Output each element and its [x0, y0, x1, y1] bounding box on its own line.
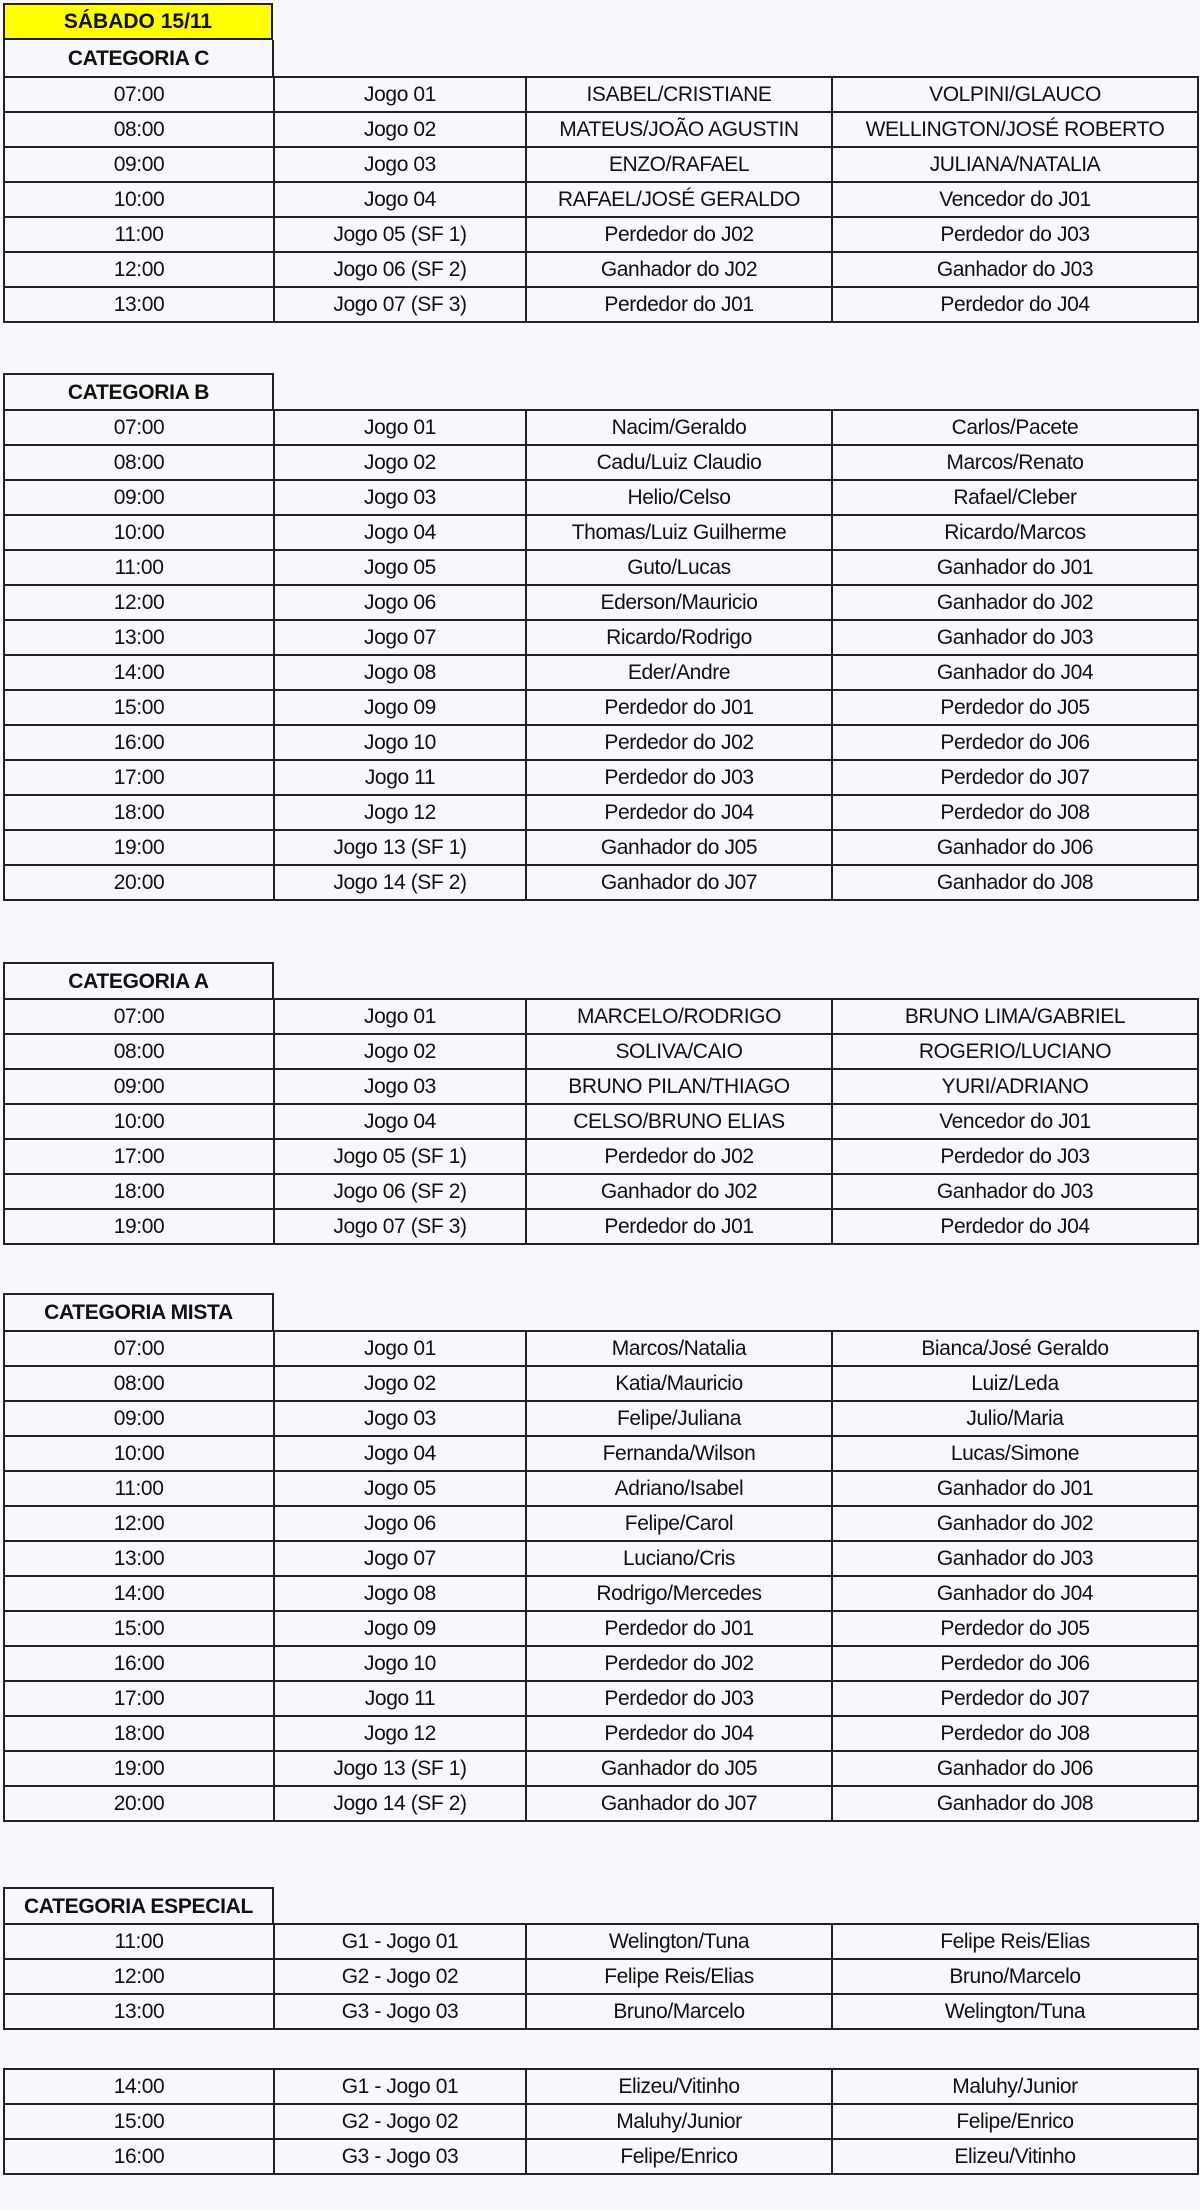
cell-game: Jogo 07 [274, 620, 526, 655]
cell-team-1: Perdedor do J03 [526, 1681, 832, 1716]
cell-team-2: Julio/Maria [832, 1401, 1198, 1436]
cell-team-1: Perdedor do J02 [526, 217, 832, 252]
cell-team-1: Adriano/Isabel [526, 1471, 832, 1506]
cell-time: 19:00 [4, 830, 274, 865]
cell-time: 08:00 [4, 112, 274, 147]
cell-game: Jogo 07 (SF 3) [274, 287, 526, 322]
cell-team-2: Perdedor do J05 [832, 690, 1198, 725]
cell-time: 10:00 [4, 182, 274, 217]
cell-team-2: Ganhador do J03 [832, 252, 1198, 287]
match-row [4, 1331, 1198, 1366]
match-row [4, 1139, 1198, 1174]
category-title: CATEGORIA A [3, 962, 274, 999]
cell-team-2: Rafael/Cleber [832, 480, 1198, 515]
cell-team-2: Vencedor do J01 [832, 182, 1198, 217]
cell-team-1: Perdedor do J01 [526, 1611, 832, 1646]
match-row [4, 585, 1198, 620]
cell-team-2: Ganhador do J03 [832, 1541, 1198, 1576]
cell-game: Jogo 06 (SF 2) [274, 252, 526, 287]
match-row [4, 1209, 1198, 1244]
match-row [4, 620, 1198, 655]
cell-team-1: Ganhador do J05 [526, 1751, 832, 1786]
cell-time: 08:00 [4, 445, 274, 480]
cell-team-1: Ganhador do J02 [526, 252, 832, 287]
match-row [4, 410, 1198, 445]
cell-game: Jogo 03 [274, 480, 526, 515]
cell-time: 15:00 [4, 1611, 274, 1646]
cell-game: Jogo 04 [274, 1104, 526, 1139]
cell-team-2: Ricardo/Marcos [832, 515, 1198, 550]
cell-time: 12:00 [4, 252, 274, 287]
cell-game: Jogo 09 [274, 690, 526, 725]
cell-time: 07:00 [4, 999, 274, 1034]
cell-time: 12:00 [4, 585, 274, 620]
cell-game: Jogo 09 [274, 1611, 526, 1646]
cell-time: 13:00 [4, 1541, 274, 1576]
cell-team-2: WELLINGTON/JOSÉ ROBERTO [832, 112, 1198, 147]
match-row [4, 690, 1198, 725]
cell-time: 12:00 [4, 1959, 274, 1994]
match-row [4, 1401, 1198, 1436]
match-row [4, 760, 1198, 795]
match-row [4, 515, 1198, 550]
category-title: CATEGORIA MISTA [3, 1293, 274, 1330]
cell-game: Jogo 02 [274, 112, 526, 147]
cell-game: Jogo 01 [274, 77, 526, 112]
cell-team-2: Luiz/Leda [832, 1366, 1198, 1401]
cell-time: 20:00 [4, 865, 274, 900]
match-row [4, 1506, 1198, 1541]
cell-team-1: Fernanda/Wilson [526, 1436, 832, 1471]
cell-team-2: BRUNO LIMA/GABRIEL [832, 999, 1198, 1034]
cell-time: 12:00 [4, 1506, 274, 1541]
cell-time: 10:00 [4, 1104, 274, 1139]
cell-team-2: YURI/ADRIANO [832, 1069, 1198, 1104]
cell-time: 11:00 [4, 550, 274, 585]
match-row [4, 550, 1198, 585]
cell-team-1: RAFAEL/JOSÉ GERALDO [526, 182, 832, 217]
cell-team-1: Felipe/Enrico [526, 2139, 832, 2174]
cell-team-2: JULIANA/NATALIA [832, 147, 1198, 182]
cell-team-1: MARCELO/RODRIGO [526, 999, 832, 1034]
cell-team-1: Katia/Mauricio [526, 1366, 832, 1401]
cell-time: 17:00 [4, 1681, 274, 1716]
cell-team-1: BRUNO PILAN/THIAGO [526, 1069, 832, 1104]
cell-team-1: Eder/Andre [526, 655, 832, 690]
cell-game: Jogo 04 [274, 1436, 526, 1471]
cell-time: 09:00 [4, 1069, 274, 1104]
cell-game: Jogo 14 (SF 2) [274, 1786, 526, 1821]
cell-time: 17:00 [4, 1139, 274, 1174]
cell-team-1: Perdedor do J01 [526, 1209, 832, 1244]
match-row [4, 655, 1198, 690]
cell-team-2: Welington/Tuna [832, 1994, 1198, 2029]
cell-game: Jogo 10 [274, 1646, 526, 1681]
match-row [4, 287, 1198, 322]
cell-team-1: Helio/Celso [526, 480, 832, 515]
cell-team-2: Perdedor do J07 [832, 760, 1198, 795]
cell-team-2: Perdedor do J08 [832, 795, 1198, 830]
cell-game: G2 - Jogo 02 [274, 1959, 526, 1994]
match-row [4, 182, 1198, 217]
match-row [4, 1104, 1198, 1139]
cell-team-1: ISABEL/CRISTIANE [526, 77, 832, 112]
cell-game: G2 - Jogo 02 [274, 2104, 526, 2139]
cell-team-2: Perdedor do J05 [832, 1611, 1198, 1646]
match-row [4, 1924, 1198, 1959]
cell-time: 13:00 [4, 287, 274, 322]
match-row [4, 1751, 1198, 1786]
cell-team-2: Perdedor do J06 [832, 725, 1198, 760]
cell-team-1: Marcos/Natalia [526, 1331, 832, 1366]
cell-team-2: Perdedor do J04 [832, 287, 1198, 322]
cell-time: 08:00 [4, 1366, 274, 1401]
cell-team-1: Perdedor do J01 [526, 287, 832, 322]
cell-team-2: Ganhador do J08 [832, 1786, 1198, 1821]
match-row [4, 112, 1198, 147]
cell-time: 13:00 [4, 1994, 274, 2029]
cell-game: Jogo 07 [274, 1541, 526, 1576]
cell-time: 19:00 [4, 1209, 274, 1244]
cell-team-1: Ganhador do J07 [526, 1786, 832, 1821]
cell-time: 16:00 [4, 1646, 274, 1681]
cell-team-2: Ganhador do J01 [832, 1471, 1198, 1506]
cell-team-2: Ganhador do J08 [832, 865, 1198, 900]
match-row [4, 1576, 1198, 1611]
cell-game: Jogo 06 [274, 1506, 526, 1541]
match-row [4, 830, 1198, 865]
cell-time: 11:00 [4, 1924, 274, 1959]
cell-team-1: Felipe/Juliana [526, 1401, 832, 1436]
cell-time: 20:00 [4, 1786, 274, 1821]
match-row [4, 1786, 1198, 1821]
match-row [4, 252, 1198, 287]
cell-time: 07:00 [4, 410, 274, 445]
cell-game: Jogo 06 (SF 2) [274, 1174, 526, 1209]
cell-team-2: Maluhy/Junior [832, 2069, 1198, 2104]
match-row [4, 2139, 1198, 2174]
cell-time: 14:00 [4, 1576, 274, 1611]
cell-team-2: Bianca/José Geraldo [832, 1331, 1198, 1366]
cell-time: 11:00 [4, 217, 274, 252]
cell-time: 07:00 [4, 77, 274, 112]
cell-game: Jogo 12 [274, 795, 526, 830]
cell-time: 17:00 [4, 760, 274, 795]
cell-game: G3 - Jogo 03 [274, 1994, 526, 2029]
match-row [4, 1436, 1198, 1471]
cell-team-1: MATEUS/JOÃO AGUSTIN [526, 112, 832, 147]
cell-team-1: Perdedor do J01 [526, 690, 832, 725]
cell-time: 10:00 [4, 515, 274, 550]
cell-team-1: Rodrigo/Mercedes [526, 1576, 832, 1611]
cell-game: G1 - Jogo 01 [274, 2069, 526, 2104]
schedule-table [3, 2068, 1199, 2175]
cell-game: Jogo 05 (SF 1) [274, 217, 526, 252]
cell-team-1: Elizeu/Vitinho [526, 2069, 832, 2104]
cell-team-2: Ganhador do J06 [832, 830, 1198, 865]
cell-team-1: Felipe Reis/Elias [526, 1959, 832, 1994]
cell-team-1: Perdedor do J02 [526, 1139, 832, 1174]
category-title: CATEGORIA ESPECIAL [3, 1887, 274, 1924]
cell-team-1: Ricardo/Rodrigo [526, 620, 832, 655]
category-title: CATEGORIA C [3, 40, 274, 77]
match-row [4, 1646, 1198, 1681]
match-row [4, 1366, 1198, 1401]
cell-game: Jogo 11 [274, 760, 526, 795]
day-title: SÁBADO 15/11 [3, 3, 273, 40]
cell-team-2: Lucas/Simone [832, 1436, 1198, 1471]
cell-time: 13:00 [4, 620, 274, 655]
cell-team-2: Ganhador do J06 [832, 1751, 1198, 1786]
cell-game: Jogo 03 [274, 1069, 526, 1104]
schedule-table [3, 1923, 1199, 2030]
cell-team-2: Ganhador do J03 [832, 620, 1198, 655]
match-row [4, 1471, 1198, 1506]
match-row [4, 2104, 1198, 2139]
match-row [4, 445, 1198, 480]
cell-game: Jogo 05 (SF 1) [274, 1139, 526, 1174]
cell-game: Jogo 03 [274, 147, 526, 182]
cell-team-2: VOLPINI/GLAUCO [832, 77, 1198, 112]
cell-team-1: Perdedor do J02 [526, 725, 832, 760]
match-row [4, 2069, 1198, 2104]
match-row [4, 725, 1198, 760]
cell-game: Jogo 02 [274, 445, 526, 480]
match-row [4, 1959, 1198, 1994]
cell-team-2: Felipe Reis/Elias [832, 1924, 1198, 1959]
cell-time: 09:00 [4, 147, 274, 182]
match-row [4, 217, 1198, 252]
match-row [4, 77, 1198, 112]
schedule-table [3, 998, 1199, 1245]
schedule-table [3, 76, 1199, 323]
match-row [4, 147, 1198, 182]
category-title: CATEGORIA B [3, 373, 274, 410]
cell-team-1: Guto/Lucas [526, 550, 832, 585]
cell-team-1: Ederson/Mauricio [526, 585, 832, 620]
cell-game: Jogo 02 [274, 1034, 526, 1069]
match-row [4, 865, 1198, 900]
cell-team-2: Ganhador do J04 [832, 1576, 1198, 1611]
cell-game: Jogo 07 (SF 3) [274, 1209, 526, 1244]
match-row [4, 795, 1198, 830]
cell-team-2: Perdedor do J08 [832, 1716, 1198, 1751]
cell-team-1: ENZO/RAFAEL [526, 147, 832, 182]
cell-time: 08:00 [4, 1034, 274, 1069]
cell-team-1: Ganhador do J07 [526, 865, 832, 900]
cell-team-2: ROGERIO/LUCIANO [832, 1034, 1198, 1069]
schedule-table [3, 1330, 1199, 1822]
cell-team-2: Perdedor do J07 [832, 1681, 1198, 1716]
cell-time: 19:00 [4, 1751, 274, 1786]
cell-time: 15:00 [4, 690, 274, 725]
cell-game: Jogo 13 (SF 1) [274, 830, 526, 865]
cell-time: 18:00 [4, 1716, 274, 1751]
match-row [4, 1069, 1198, 1104]
cell-time: 07:00 [4, 1331, 274, 1366]
cell-time: 10:00 [4, 1436, 274, 1471]
match-row [4, 1716, 1198, 1751]
cell-team-1: Perdedor do J02 [526, 1646, 832, 1681]
cell-game: Jogo 05 [274, 550, 526, 585]
match-row [4, 1541, 1198, 1576]
cell-time: 18:00 [4, 795, 274, 830]
cell-game: Jogo 11 [274, 1681, 526, 1716]
cell-team-1: Luciano/Cris [526, 1541, 832, 1576]
cell-game: Jogo 08 [274, 655, 526, 690]
match-row [4, 1611, 1198, 1646]
cell-team-1: Ganhador do J02 [526, 1174, 832, 1209]
cell-team-1: Ganhador do J05 [526, 830, 832, 865]
cell-game: G1 - Jogo 01 [274, 1924, 526, 1959]
cell-team-2: Ganhador do J04 [832, 655, 1198, 690]
match-row [4, 1681, 1198, 1716]
cell-game: Jogo 14 (SF 2) [274, 865, 526, 900]
cell-time: 14:00 [4, 2069, 274, 2104]
cell-team-2: Ganhador do J02 [832, 1506, 1198, 1541]
cell-team-1: Perdedor do J04 [526, 795, 832, 830]
cell-team-1: CELSO/BRUNO ELIAS [526, 1104, 832, 1139]
cell-team-2: Bruno/Marcelo [832, 1959, 1198, 1994]
cell-team-1: Welington/Tuna [526, 1924, 832, 1959]
cell-game: Jogo 01 [274, 1331, 526, 1366]
cell-team-1: Cadu/Luiz Claudio [526, 445, 832, 480]
cell-team-1: Maluhy/Junior [526, 2104, 832, 2139]
cell-game: Jogo 12 [274, 1716, 526, 1751]
cell-game: Jogo 04 [274, 515, 526, 550]
cell-time: 09:00 [4, 480, 274, 515]
cell-game: Jogo 03 [274, 1401, 526, 1436]
cell-game: Jogo 04 [274, 182, 526, 217]
cell-team-1: Felipe/Carol [526, 1506, 832, 1541]
cell-team-2: Perdedor do J06 [832, 1646, 1198, 1681]
cell-time: 11:00 [4, 1471, 274, 1506]
cell-game: Jogo 05 [274, 1471, 526, 1506]
match-row [4, 480, 1198, 515]
cell-game: Jogo 08 [274, 1576, 526, 1611]
cell-game: Jogo 02 [274, 1366, 526, 1401]
cell-team-2: Elizeu/Vitinho [832, 2139, 1198, 2174]
match-row [4, 1994, 1198, 2029]
cell-team-2: Perdedor do J04 [832, 1209, 1198, 1244]
cell-time: 09:00 [4, 1401, 274, 1436]
cell-team-2: Carlos/Pacete [832, 410, 1198, 445]
cell-team-2: Perdedor do J03 [832, 217, 1198, 252]
schedule-table [3, 409, 1199, 901]
cell-team-2: Vencedor do J01 [832, 1104, 1198, 1139]
cell-game: Jogo 10 [274, 725, 526, 760]
cell-time: 15:00 [4, 2104, 274, 2139]
cell-time: 16:00 [4, 2139, 274, 2174]
cell-game: Jogo 13 (SF 1) [274, 1751, 526, 1786]
cell-team-2: Ganhador do J01 [832, 550, 1198, 585]
cell-team-1: Bruno/Marcelo [526, 1994, 832, 2029]
cell-time: 18:00 [4, 1174, 274, 1209]
cell-team-1: Perdedor do J04 [526, 1716, 832, 1751]
cell-team-1: SOLIVA/CAIO [526, 1034, 832, 1069]
cell-team-2: Ganhador do J03 [832, 1174, 1198, 1209]
cell-team-2: Ganhador do J02 [832, 585, 1198, 620]
cell-time: 14:00 [4, 655, 274, 690]
cell-team-1: Thomas/Luiz Guilherme [526, 515, 832, 550]
cell-game: Jogo 01 [274, 999, 526, 1034]
cell-team-1: Perdedor do J03 [526, 760, 832, 795]
cell-game: G3 - Jogo 03 [274, 2139, 526, 2174]
match-row [4, 1174, 1198, 1209]
cell-game: Jogo 06 [274, 585, 526, 620]
cell-team-2: Felipe/Enrico [832, 2104, 1198, 2139]
cell-time: 16:00 [4, 725, 274, 760]
cell-team-1: Nacim/Geraldo [526, 410, 832, 445]
cell-game: Jogo 01 [274, 410, 526, 445]
cell-team-2: Perdedor do J03 [832, 1139, 1198, 1174]
cell-team-2: Marcos/Renato [832, 445, 1198, 480]
match-row [4, 999, 1198, 1034]
match-row [4, 1034, 1198, 1069]
